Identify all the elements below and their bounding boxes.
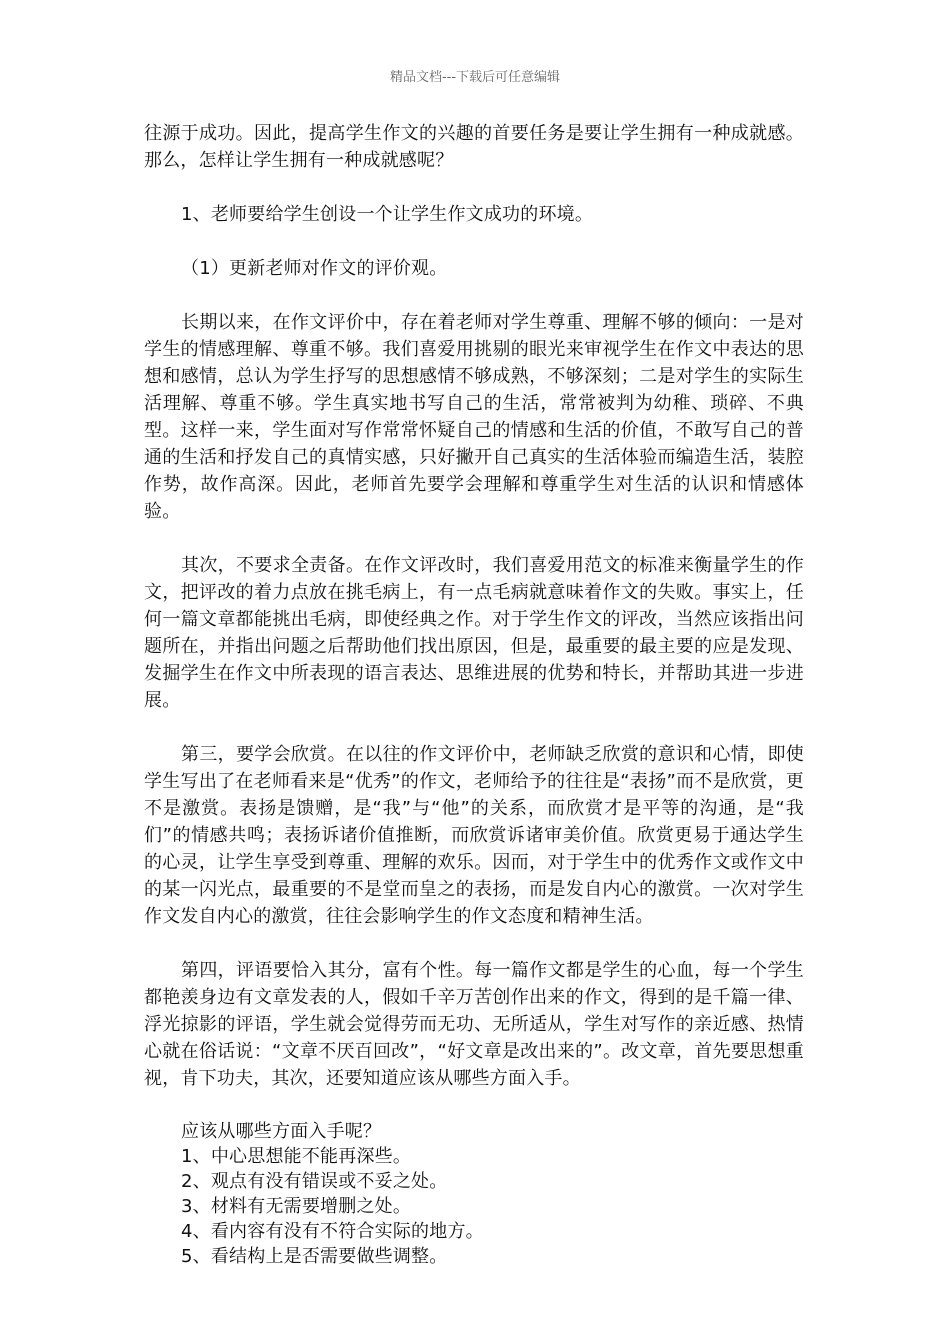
- document-body: [144, 120, 804, 1269]
- subsection-heading-1: （1）更新老师对作文的评价观。: [181, 258, 448, 279]
- list-item: 1、中心思想能不能再深些。: [181, 1146, 412, 1167]
- paragraph-third: 第三，要学会欣赏。在以往的作文评价中，老师缺乏欣赏的意识和心情，即使学生写出了在老师看来是“优秀”的作文，老师给予的往往是“表扬”而不是欣赏，更不是激赏。表扬是馈赠，是“我”与“他”的关系，而欣赏才是平等的沟通，是“我们”的情感共鸣；表扬诉诸价值推断，而欣赏诉诸审美价值。欣赏更易于通达学生的心灵，让学生享受到尊重、理解的欢乐。因而，对于学生中的优秀作文或作文中的某一闪光点，最重要的不是堂而皇之的表扬，而是发自内心的激赏。一次对学生作文发自内心的激赏，往往会影响学生的作文态度和精神生活。: [144, 744, 804, 927]
- revision-list-heading: 应该从哪些方面入手呢？: [181, 1121, 382, 1142]
- page-header: 精品文档---下载后可任意编辑: [389, 70, 561, 85]
- list-item: 2、观点有没有错误或不妥之处。: [181, 1171, 448, 1192]
- revision-list: [144, 1119, 804, 1269]
- paragraph-long-term: 长期以来，在作文评价中，存在着老师对学生尊重、理解不够的倾向：一是对学生的情感理解、尊重不够。我们喜爱用挑剔的眼光来审视学生在作文中表达的思想和感情，总认为学生抒写的思想感情不够成熟，不够深刻；二是对学生的实际生活理解、尊重不够。学生真实地书写自己的生活，常常被判为幼稚、琐碎、不典型。这样一来，学生面对写作常常怀疑自己的情感和生活的价值，不敢写自己的普通的生活和抒发自己的真情实感，只好撇开自己真实的生活体验而编造生活，装腔作势，故作高深。因此，老师首先要学会理解和尊重学生对生活的认识和情感体验。: [144, 312, 804, 522]
- paragraph-fourth: 第四，评语要恰入其分，富有个性。每一篇作文都是学生的心血，每一个学生都艳羡身边有文章发表的人，假如千辛万苦创作出来的作文，得到的是千篇一律、浮光掠影的评语，学生就会觉得劳而无功、无所适从，学生对写作的亲近感、热情心就在俗话说：“文章不厌百回改”，“好文章是改出来的”。改文章，首先要思想重视，肯下功夫，其次，还要知道应该从哪些方面入手。: [144, 960, 804, 1089]
- paragraph-second: 其次，不要求全责备。在作文评改时，我们喜爱用范文的标准来衡量学生的作文，把评改的着力点放在挑毛病上，有一点毛病就意味着作文的失败。事实上，任何一篇文章都能挑出毛病，即使经典之作。对于学生作文的评改，当然应该指出问题所在，并指出问题之后帮助他们找出原因，但是，最重要的最主要的应是发现、发掘学生在作文中所表现的语言表达、思维进展的优势和特长，并帮助其进一步进展。: [144, 555, 804, 711]
- list-item: 5、看结构上是否需要做些调整。: [181, 1246, 448, 1267]
- section-heading-1: 1、老师要给学生创设一个让学生作文成功的环境。: [181, 204, 594, 225]
- list-item: 3、材料有无需要增删之处。: [181, 1196, 412, 1217]
- paragraph-continuation: 往源于成功。因此，提高学生作文的兴趣的首要任务是要让学生拥有一种成就感。那么，怎样让学生拥有一种成就感呢？: [144, 123, 804, 171]
- list-item: 4、看内容有没有不符合实际的地方。: [181, 1221, 484, 1242]
